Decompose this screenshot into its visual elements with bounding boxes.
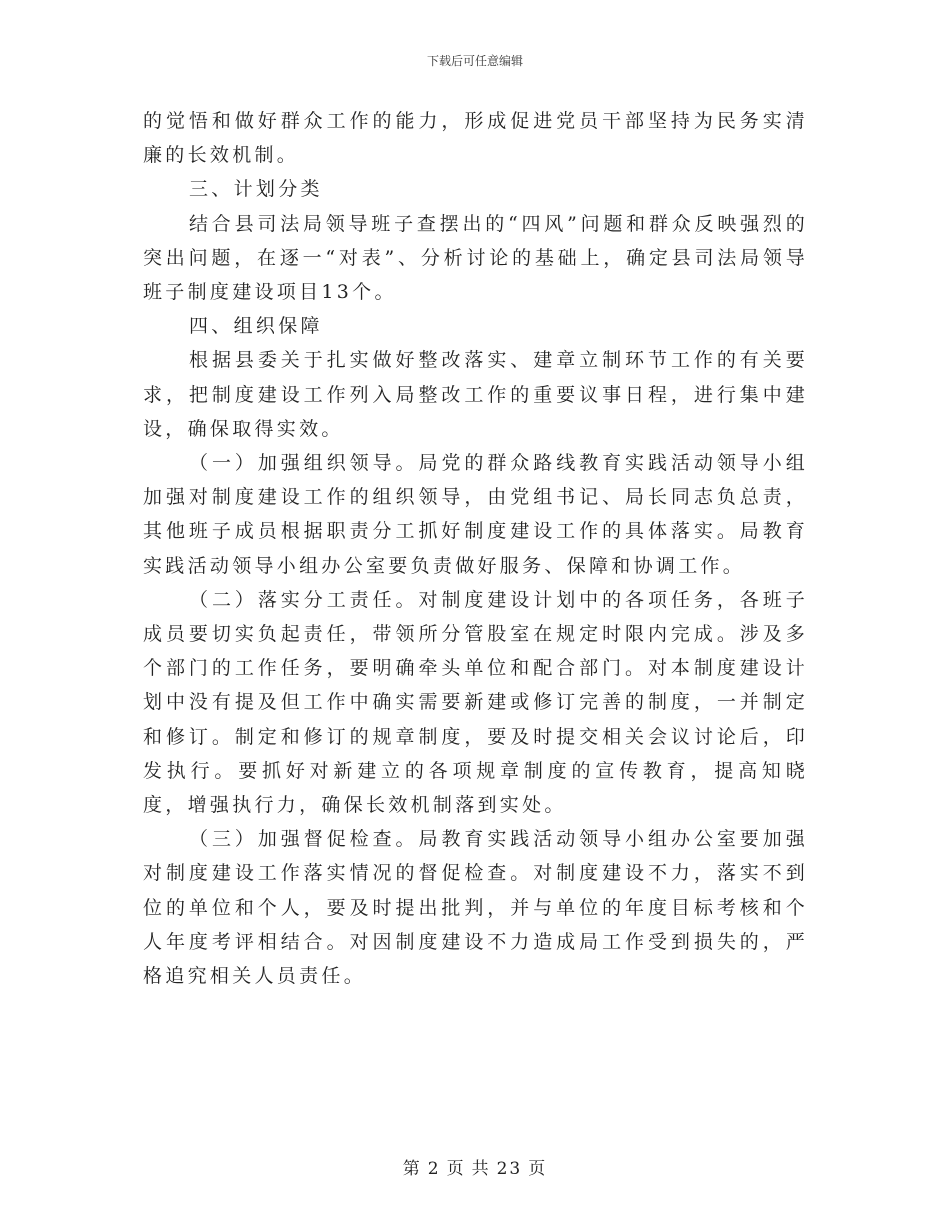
page-header-note: 下载后可任意编辑 [426, 54, 523, 68]
footer-label-gong: 共 [471, 1159, 491, 1179]
footer-label-di: 第 [402, 1159, 422, 1179]
footer-label-ye: 页 [446, 1159, 466, 1179]
footer-label-ye2: 页 [528, 1159, 548, 1179]
section-heading-plan-category: 三、计划分类 [189, 178, 323, 201]
page-footer [0, 1154, 950, 1179]
paragraph-supervision: （三）加强督促检查。局教育实践活动领导小组办公室要加强对制度建设工作落实情况的督促检查。对制度建设不力，落实不到位的单位和个人，要及时提出批判，并与单位的年度目标考核和个人年度考评相结合。对因制度建设不力造成局工作受到损失的，严格追究相关人员责任。 [143, 828, 808, 988]
section-heading-organization: 四、组织保障 [189, 315, 323, 338]
paragraph-plan-category: 结合县司法局领导班子查摆出的“四风”问题和群众反映强烈的突出问题，在逐一“对表”、分析讨论的基础上，确定县司法局领导班子制度建设项目13个。 [143, 212, 808, 304]
paragraph-leadership: （一）加强组织领导。局党的群众路线教育实践活动领导小组加强对制度建设工作的组织领导，由党组书记、局长同志负总责，其他班子成员根据职责分工抓好制度建设工作的具体落实。局教育实践活动领导小组办公室要负责做好服务、保障和协调工作。 [143, 452, 808, 577]
paragraph-continuation: 的觉悟和做好群众工作的能力，形成促进党员干部坚持为民务实清廉的长效机制。 [143, 110, 808, 167]
footer-total-pages: 23 [496, 1159, 523, 1179]
footer-page-number: 2 [427, 1159, 441, 1179]
paragraph-responsibility: （二）落实分工责任。对制度建设计划中的各项任务，各班子成员要切实负起责任，带领所分管股室在规定时限内完成。涉及多个部门的工作任务，要明确牵头单位和配合部门。对本制度建设计划中没有提及但工作中确实需要新建或修订完善的制度，一并制定和修订。制定和修订的规章制度，要及时提交相关会议讨论后，印发执行。要抓好对新建立的各项规章制度的宣传教育，提高知晓度，增强执行力，确保长效机制落到实处。 [143, 588, 808, 817]
document-body [143, 104, 808, 993]
paragraph-organization-intro: 根据县委关于扎实做好整改落实、建章立制环节工作的有关要求，把制度建设工作列入局整改工作的重要议事日程，进行集中建设，确保取得实效。 [143, 349, 808, 440]
